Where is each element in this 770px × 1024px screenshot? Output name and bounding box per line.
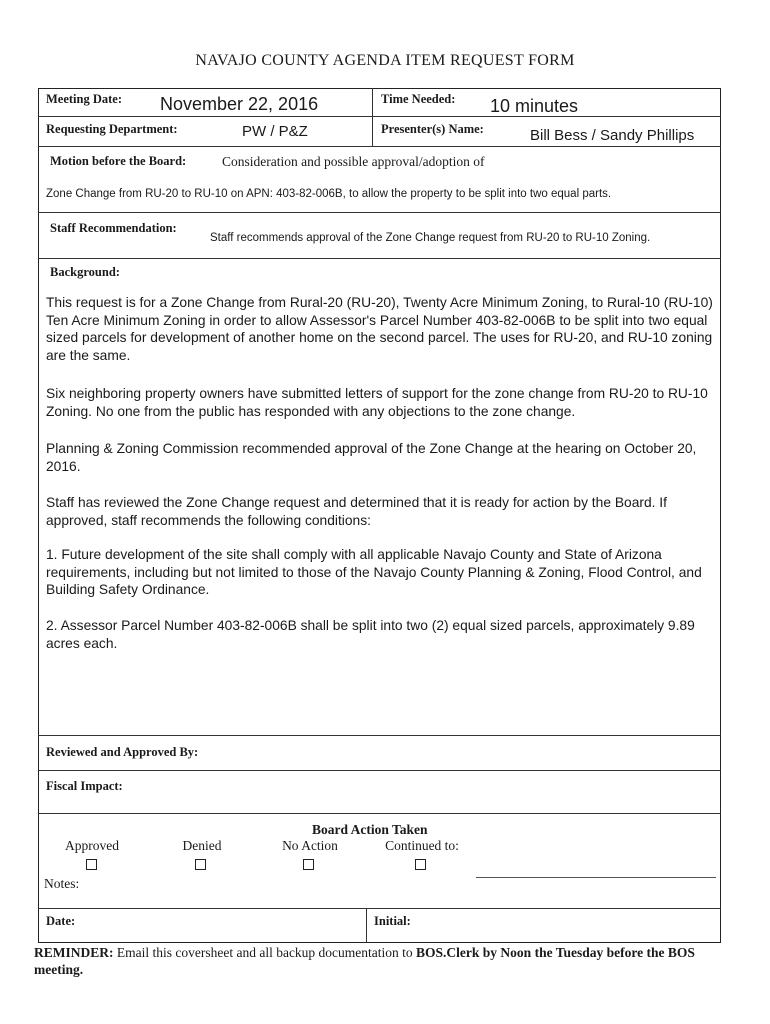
motion-intro: Consideration and possible approval/adoption of (222, 154, 485, 169)
no-action-checkbox[interactable] (303, 859, 314, 870)
reviewed-approved-label: Reviewed and Approved By: (46, 745, 199, 759)
row-divider (38, 212, 721, 213)
continued-checkbox[interactable] (415, 859, 426, 870)
option-no-action-label: No Action (282, 838, 338, 853)
motion-text: Zone Change from RU-20 to RU-10 on APN: 403-82-006B, to allow the property to be split into two equal parts. (46, 188, 612, 200)
row-divider (38, 908, 721, 909)
form-title: NAVAJO COUNTY AGENDA ITEM REQUEST FORM (195, 52, 575, 69)
column-divider (372, 88, 373, 146)
motion-label: Motion before the Board: (50, 154, 187, 168)
presenter-label: Presenter(s) Name: (381, 122, 484, 136)
notes-label: Notes: (44, 876, 80, 891)
date-label: Date: (46, 914, 76, 928)
presenter-value: Bill Bess / Sandy Phillips (530, 127, 695, 144)
meeting-date-value: November 22, 2016 (160, 94, 319, 114)
notes-line[interactable] (476, 877, 716, 878)
condition-1: 1. Future development of the site shall comply with all applicable Navajo County and State of Arizona requirements, including but not limited to those of the Navajo County Planning & Zoning, Flood Control, and Building Safety Ordinance. (46, 547, 702, 597)
requesting-department-label: Requesting Department: (46, 122, 178, 136)
time-needed-label: Time Needed: (381, 92, 456, 106)
row-divider (38, 770, 721, 771)
option-approved-label: Approved (65, 838, 119, 853)
condition-2: 2. Assessor Parcel Number 403-82-006B shall be split into two (2) equal sized parcels, approximately 9.89 acres each. (46, 618, 695, 651)
time-needed-value: 10 minutes (490, 96, 579, 116)
reminder-note (34, 944, 734, 978)
board-action-title: Board Action Taken (312, 822, 428, 837)
requesting-department-value: PW / P&Z (242, 123, 308, 140)
reminder-label: REMINDER: (34, 945, 114, 960)
staff-recommendation-text: Staff recommends approval of the Zone Change request from RU-20 to RU-10 Zoning. (210, 232, 651, 244)
initial-label: Initial: (374, 914, 411, 928)
approved-checkbox[interactable] (86, 859, 97, 870)
row-divider (38, 146, 721, 147)
reminder-target: BOS.Clerk by Noon the Tuesday before the BOS meeting. (34, 945, 695, 977)
column-divider (366, 908, 367, 943)
option-denied-label: Denied (182, 838, 222, 853)
background-paragraph: Planning & Zoning Commission recommended approval of the Zone Change at the hearing on October 20, 2016. (46, 441, 697, 474)
background-paragraph: Six neighboring property owners have submitted letters of support for the zone change from RU-20 to RU-10 Zoning. No one from the public has responded with any objections to the zone change. (46, 386, 708, 419)
staff-recommendation-label: Staff Recommendation: (50, 221, 177, 235)
row-divider (38, 735, 721, 736)
row-divider (38, 116, 721, 117)
denied-checkbox[interactable] (195, 859, 206, 870)
row-divider (38, 258, 721, 259)
background-label: Background: (50, 265, 120, 279)
option-continued-label: Continued to: (385, 838, 459, 853)
reminder-text: Email this coversheet and all backup documentation to (116, 945, 413, 960)
row-divider (38, 813, 721, 814)
background-paragraph: This request is for a Zone Change from Rural-20 (RU-20), Twenty Acre Minimum Zoning, to Rural-10 (RU-10) Ten Acre Minimum Zoning in order to allow Assessor's Parcel Number 403-82-006B to be split into two equal sized parcels for development of another home on the second parcel. The uses for RU-20, and RU-10 zoning are the same. (46, 295, 713, 363)
meeting-date-label: Meeting Date: (46, 92, 123, 106)
background-paragraph: Staff has reviewed the Zone Change request and determined that it is ready for action by the Board. If approved, staff recommends the following conditions: (46, 495, 667, 528)
fiscal-impact-label: Fiscal Impact: (46, 779, 123, 793)
